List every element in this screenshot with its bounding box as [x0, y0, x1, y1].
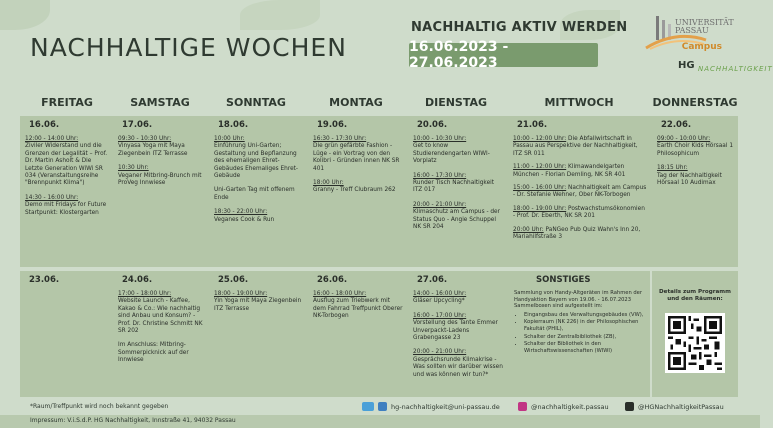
event-desc: Klimaschutz am Campus - der Status Quo - Angie Schuppel NK SR 204	[413, 209, 501, 231]
event-time: 14:00 - 16:00 Uhr:	[413, 291, 467, 297]
event-time: 10:00 - 12:00 Uhr:	[513, 136, 567, 142]
event-time: 20:00 Uhr:	[513, 226, 544, 233]
cell-date: 20.06.	[417, 120, 448, 130]
event-item	[413, 136, 503, 166]
list-item: • Eingangsbau des Verwaltungsgebäudes (VW),	[524, 312, 644, 319]
event-time: 18:30 - 22:00 Uhr:	[214, 209, 268, 216]
impressum: Impressum: V.i.S.d.P. HG Nachhaltigkeit, Innstraße 41, 94032 Passau	[30, 417, 236, 424]
event-time: 09:00 - 10:00 Uhr:	[657, 136, 711, 142]
day-cell	[113, 271, 209, 397]
background-leaf	[0, 0, 50, 30]
day-cell	[508, 116, 652, 267]
event-desc: Gläser Upcycling*	[413, 298, 465, 305]
cell-date: 27.06.	[417, 275, 448, 285]
cell-date: 16.06.	[29, 120, 60, 130]
event-item	[413, 291, 503, 306]
page-title: NACHHALTIGE WOCHEN	[30, 33, 347, 62]
day-cell	[209, 271, 308, 397]
event-item	[214, 187, 303, 202]
date-range-badge: 16.06.2023 - 27.06.2023	[409, 43, 598, 67]
dayhead-mittwoch: MITTWOCH	[544, 95, 614, 109]
event-time: 16:00 - 17:00 Uhr:	[413, 312, 467, 319]
facebook-text: @HGNachhaltigkeitPassau	[638, 402, 724, 411]
event-time: 20:00 - 21:00 Uhr:	[413, 201, 467, 208]
event-item	[413, 173, 503, 195]
email-contact[interactable]	[362, 402, 500, 411]
event-time: 12:00 - 14:00 Uhr:	[25, 136, 79, 142]
qr-code[interactable]	[665, 313, 725, 373]
event-time: 10:00 - 10:30 Uhr:	[413, 136, 467, 142]
cloud-icon	[362, 402, 374, 411]
event-desc: Die Abfallwirtschaft in Passau aus Perspektive der Nachhaltigkeit, ITZ SR 011	[513, 136, 638, 157]
event-time: 17:00 - 18:00 Uhr:	[118, 291, 172, 297]
event-desc: Veganer Mitbring-Brunch mit ProVeg Innwiese	[118, 172, 202, 187]
event-desc: Gesprächsrunde Klimakrise - Was sollten wir darüber wissen und was können wir tun?*	[413, 356, 503, 378]
event-desc: Im Anschluss: Mitbring-Sommerpicknick auf der Innwiese	[118, 342, 189, 364]
event-desc: Vinyasa Yoga mit Maya Ziegenbein ITZ Terrasse	[118, 143, 188, 157]
cell-date: 23.06.	[29, 275, 60, 285]
event-time: 18:00 - 19:00 Uhr:	[214, 291, 268, 297]
event-time: 18:00 - 19:00 Uhr:	[513, 205, 567, 212]
event-item	[118, 136, 204, 158]
event-time: 16:00 - 17:30 Uhr:	[413, 172, 467, 179]
event-time: 18:15 Uhr:	[657, 165, 688, 172]
dayhead-freitag: FREITAG	[41, 95, 93, 109]
event-item	[413, 202, 503, 232]
event-item	[513, 185, 647, 200]
page-subtitle: NACHHALTIG AKTIV WERDEN	[411, 20, 628, 35]
cell-date: 22.06.	[661, 120, 692, 130]
event-item	[513, 206, 647, 221]
event-desc: Nachhaltigkeit am Campus - Dr. Stefanie Wehner, Ober NK-Torbogen	[513, 185, 647, 199]
dayhead-samstag: SAMSTAG	[130, 95, 190, 109]
event-desc: Earth Choir Kids Hörsaal 1 Philosophicum	[657, 143, 734, 157]
sonstiges-list	[524, 312, 644, 355]
event-item	[118, 342, 204, 364]
day-cell	[308, 271, 408, 397]
event-item	[513, 227, 647, 242]
event-item	[25, 136, 108, 188]
day-cell	[652, 116, 738, 267]
event-desc: Klimawandelgarten München - Florian Demling, NK SR 401	[513, 164, 626, 178]
list-item: • Kopierraum (NK 226) in der Philosophischen Fakultät (PHIL),	[524, 319, 644, 332]
instagram-contact[interactable]	[518, 402, 609, 411]
event-desc: Ziviler Widerstand und die Grenzen der Legalität – Prof. Dr. Martin Asholt & Die Letzte Generation WiWi SR 034 (Veranstaltungsreihe "Brennpunkt Klima")	[25, 143, 108, 187]
event-time: 14:30 - 16:00 Uhr:	[25, 194, 79, 201]
event-time: 15:00 - 16:00 Uhr:	[513, 185, 567, 192]
sonstiges-title: SONSTIGES	[536, 275, 591, 285]
event-time: 16:30 - 17:30 Uhr:	[313, 136, 367, 142]
event-time: 11:00 - 12:00 Uhr:	[513, 164, 567, 171]
event-item	[413, 349, 503, 379]
dayhead-montag: MONTAG	[329, 95, 383, 109]
event-item	[313, 136, 403, 173]
event-item	[214, 136, 303, 180]
qr-label: Details zum Programm und den Räumen:	[659, 289, 731, 303]
event-desc: Runder Tisch Nachhaltigkeit ITZ 017	[413, 180, 495, 194]
day-cell	[209, 116, 308, 267]
cell-date: 17.06.	[122, 120, 153, 130]
event-time: 10:30 Uhr:	[118, 165, 149, 172]
event-time: 09:30 - 10:30 Uhr:	[118, 136, 172, 142]
event-item	[118, 291, 204, 335]
sonstiges-intro: Sammlung von Handy-Altgeräten im Rahmen der Handyaktion Bayern von 19.06. - 16.07.2023 Sammelboxen sind aufgestellt im:	[514, 290, 642, 310]
event-desc: Veganes Cook & Run	[214, 216, 275, 223]
cell-date: 25.06.	[218, 275, 249, 285]
day-cell	[20, 271, 113, 397]
day-cell	[308, 116, 408, 267]
event-time: 18:00 Uhr:	[313, 180, 344, 187]
cell-date: 26.06.	[317, 275, 348, 285]
event-desc: Tag der Nachhaltigkeit Hörsaal 10 Audimax	[657, 172, 722, 187]
day-cell	[408, 271, 508, 397]
event-desc: Ausflug zum Triebwerk mit dem Fahrrad Treffpunkt Oberer NK-Torbogen	[313, 298, 403, 320]
campus-logo-text: Campus	[681, 42, 722, 52]
event-desc: Get to know Studierendengarten WIWI-Vorplatz	[413, 143, 490, 165]
event-time: 16:00 - 18:00 Uhr:	[313, 291, 367, 297]
event-time: 10:00 Uhr:	[214, 136, 245, 142]
cell-date: 19.06.	[317, 120, 348, 130]
cell-date: 18.06.	[218, 120, 249, 130]
hg-nachhaltigkeit-logo	[678, 60, 773, 88]
university-logo-text: UNIVERSITÄT PASSAU	[675, 18, 734, 35]
day-cell	[20, 116, 113, 267]
facebook-contact[interactable]	[625, 402, 724, 411]
event-item	[313, 291, 403, 321]
hg-logo-mark: HG	[678, 60, 695, 71]
event-item	[214, 209, 303, 224]
instagram-icon	[518, 402, 527, 411]
event-desc: Granny - Treff Clubraum 262	[313, 187, 396, 194]
event-item	[413, 313, 503, 343]
event-desc: PaNGeo Pub Quiz Wahn's Inn 20, Mariahilfstraße 3	[513, 226, 641, 241]
event-desc: Website Launch - Kaffee, Kakao & Co.: Wie nachhaltig sind Anbau und Konsum? - Prof. Dr. Christine Schmitt NK SR 202	[118, 298, 203, 335]
event-item	[313, 180, 403, 195]
facebook-icon	[625, 402, 634, 411]
dayhead-donnerstag: DONNERSTAG	[652, 95, 738, 109]
day-cell	[113, 116, 209, 267]
dayhead-dienstag: DIENSTAG	[424, 95, 488, 109]
footnote: *Raum/Treffpunkt wird noch bekannt gegeben	[30, 403, 169, 410]
event-item	[657, 165, 733, 187]
event-desc: Demo mit Fridays for Future Startpunkt: Klostergarten	[25, 202, 107, 216]
email-icon	[378, 402, 387, 411]
event-desc: Yin Yoga mit Maya Ziegenbein ITZ Terrasse	[214, 298, 302, 312]
email-text: hg-nachhaltigkeit@uni-passau.de	[391, 402, 500, 411]
qr-code-icon	[668, 316, 722, 370]
instagram-text: @nachhaltigkeit.passau	[531, 402, 609, 411]
cell-date: 24.06.	[122, 275, 153, 285]
qr-panel	[652, 271, 738, 397]
event-desc: Postwachstumsökonomien - Prof. Dr. Eberth, NK SR 201	[513, 205, 645, 220]
footer-bar	[0, 415, 760, 428]
campus-logo	[646, 34, 726, 60]
sonstiges-panel	[508, 271, 650, 397]
event-desc: Uni-Garten Tag mit offenem Ende	[214, 187, 295, 201]
event-item	[513, 136, 647, 158]
day-cell	[408, 116, 508, 267]
event-desc: Die grün gefärbte Fashion - Lüge - ein Vortrag von den Kolibri - Gründen innen NK SR 401	[313, 143, 400, 172]
list-item: • Schalter der Zentralbibliothek (ZB),	[524, 334, 644, 341]
event-desc: Einführung Uni-Garten; Gestaltung und Bepflanzung des ehemaligen Ehret-Gebäudes Ehemaliges Ehret-Gebäude	[214, 143, 299, 180]
event-item	[513, 164, 647, 179]
event-item	[657, 136, 733, 158]
event-desc: Vorstellung des Tante Emmer Unverpackt-Ladens Grabengasse 23	[413, 320, 498, 342]
background-leaf	[240, 0, 320, 30]
event-item	[25, 195, 108, 217]
cell-date: 21.06.	[517, 120, 548, 130]
hg-logo-text: NACHHALTIGKEIT	[698, 65, 773, 73]
event-time: 20:00 - 21:00 Uhr:	[413, 349, 467, 356]
dayhead-sonntag: SONNTAG	[226, 95, 286, 109]
event-item	[118, 165, 204, 187]
event-item	[214, 291, 303, 313]
list-item: • Schalter der Bibliothek in den Wirtschaftswissenschaften (WIWI)	[524, 341, 644, 354]
